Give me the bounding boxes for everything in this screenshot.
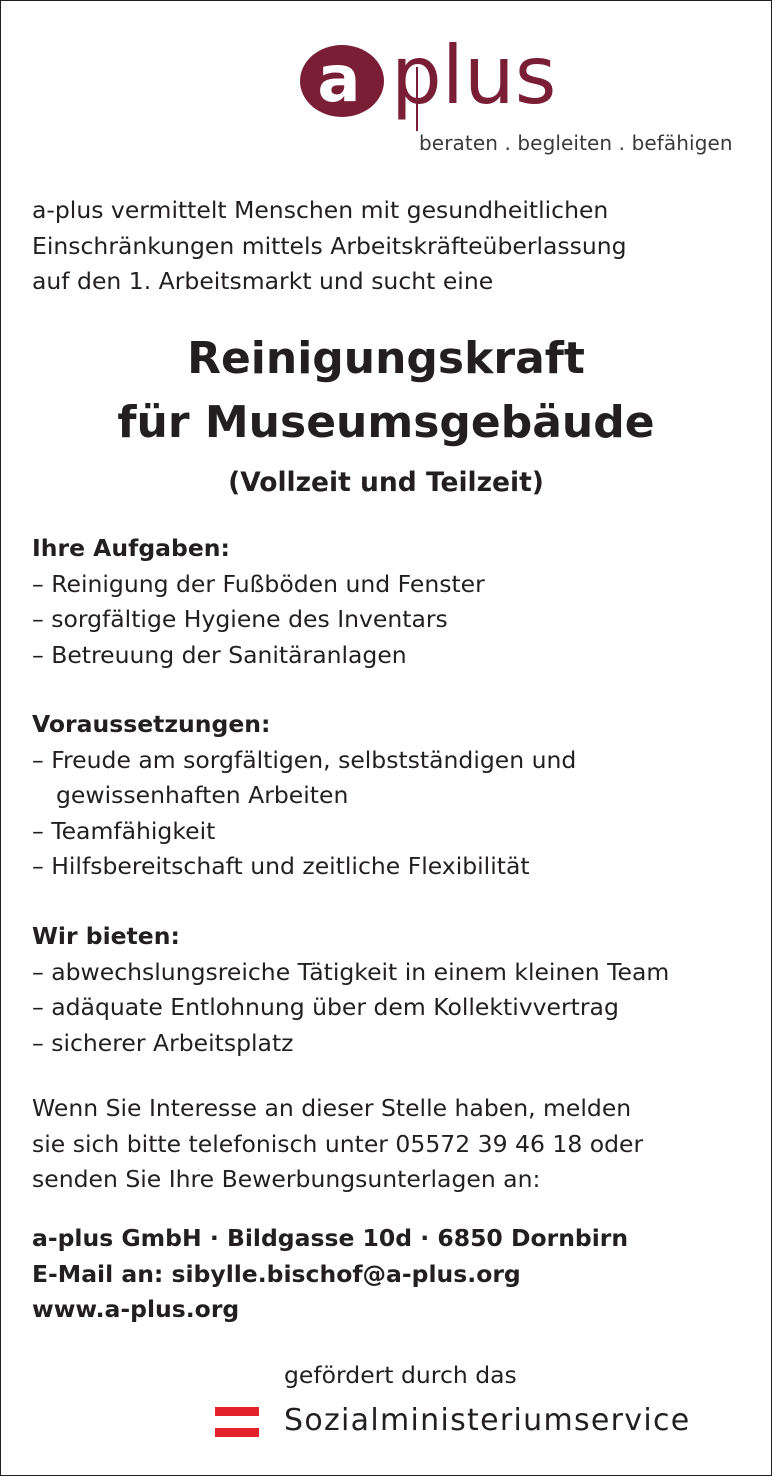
a-plus-logo [299, 31, 739, 161]
list-item: – Teamfähigkeit [32, 816, 216, 845]
requirements-heading: Voraussetzungen: [32, 710, 271, 738]
contact-block [32, 1221, 628, 1328]
job-title-line1: Reinigungskraft [187, 333, 585, 384]
logo-name: plus [391, 31, 557, 122]
list-item: – sicherer Arbeitsplatz [32, 1028, 294, 1057]
flag-red-stripe [215, 1428, 259, 1437]
list-item: – abwechslungsreiche Tätigkeit in einem kleinen Team [32, 957, 670, 986]
a-plus-logo-mark [299, 31, 599, 131]
intro-line: a-plus vermittelt Menschen mit gesundheitlichen [32, 196, 609, 224]
job-title-line2: für Museumsgebäude [117, 397, 655, 448]
list-item: – Reinigung der Fußböden und Fenster [32, 569, 485, 598]
list-item: – Hilfsbereitschaft und zeitliche Flexibilität [32, 852, 530, 880]
outro-paragraph [32, 1091, 643, 1198]
funded-by-label: gefördert durch das [284, 1361, 517, 1389]
intro-line: Einschränkungen mittels Arbeitskräfteüberlassung [32, 231, 627, 260]
requirements-section [32, 707, 576, 885]
list-item-continuation: gewissenhaften Arbeiten [56, 781, 349, 809]
list-item: – sorgfältige Hygiene des Inventars [32, 605, 448, 633]
ministry-name: Sozialministeriumservice [284, 1403, 691, 1438]
contact-address: a-plus GmbH · Bildgasse 10d · 6850 Dornbirn [32, 1224, 629, 1252]
logo-mark: a [317, 43, 361, 117]
tasks-section [32, 531, 485, 673]
outro-line: senden Sie Ihre Bewerbungsunterlagen an: [32, 1165, 541, 1193]
job-subtitle: (Vollzeit und Teilzeit) [228, 467, 544, 498]
flag-red-stripe [215, 1407, 259, 1416]
logo-tagline: beraten . begleiten . befähigen [419, 131, 733, 155]
list-item: – Freude am sorgfältigen, selbstständigen und [32, 745, 577, 774]
list-item: – adäquate Entlohnung über dem Kollektivvertrag [32, 993, 619, 1021]
offer-heading: Wir bieten: [32, 922, 180, 950]
contact-email[interactable]: E-Mail an: sibylle.bischof@a-plus.org [32, 1259, 521, 1288]
tasks-heading: Ihre Aufgaben: [32, 534, 230, 562]
austria-flag-icon [215, 1407, 259, 1437]
contact-website[interactable]: www.a-plus.org [32, 1295, 240, 1323]
intro-line: auf den 1. Arbeitsmarkt und sucht eine [32, 267, 494, 295]
intro-paragraph [32, 193, 627, 300]
list-item: – Betreuung der Sanitäranlagen [32, 640, 407, 669]
offer-section [32, 919, 669, 1061]
outro-line: Wenn Sie Interesse an dieser Stelle haben, melden [32, 1094, 632, 1122]
outro-line: sie sich bitte telefonisch unter 05572 39 46 18 oder [32, 1129, 644, 1158]
